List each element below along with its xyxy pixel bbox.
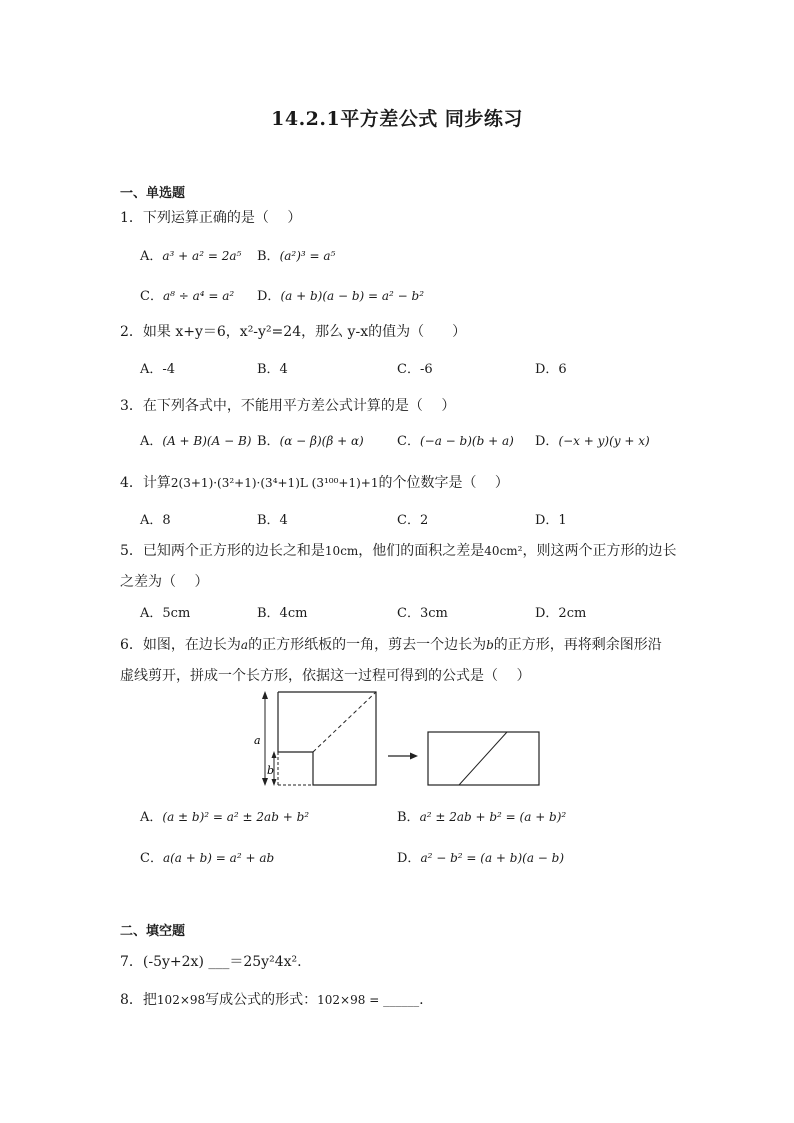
section-heading-fill-blank: 二、填空题 <box>120 924 186 939</box>
question-4-option-d: D．1 <box>535 513 567 528</box>
stem-text: 的个位数字是（ ） <box>378 475 509 491</box>
question-6-option-c <box>140 847 274 866</box>
question-2-option-b: B．4 <box>257 362 288 377</box>
question-2-stem: 2．如果 x+y＝6，x²-y²=24，那么 y-x的值为（ ） <box>120 324 467 340</box>
option-label: A． <box>140 249 163 264</box>
question-6-stem-line-1 <box>120 634 662 654</box>
question-6-option-b <box>397 806 566 825</box>
option-expression: a(a + b) = a² + ab <box>162 851 275 865</box>
option-label: D． <box>397 851 421 866</box>
question-2-option-a: A．-4 <box>140 362 176 377</box>
question-2-option-d: D．6 <box>535 362 567 377</box>
stem-text: ，则这两个正方形的边长 <box>522 543 677 559</box>
stem-variable: a <box>240 638 249 652</box>
dimension-b-label: b <box>267 764 275 777</box>
question-3-option-b <box>257 430 364 449</box>
option-expression: a⁸ ÷ a⁴ = a² <box>162 289 235 303</box>
result-diagonal-line <box>459 732 507 785</box>
question-1-option-b <box>257 245 335 264</box>
arrow-down-icon <box>272 779 277 786</box>
question-8 <box>120 989 424 1009</box>
question-1-option-c <box>140 285 234 304</box>
question-2-option-c: C．-6 <box>397 362 433 377</box>
stem-value: 10cm <box>324 544 359 558</box>
question-7: 7．(-5y+2x) ___＝25y²4x². <box>120 954 302 970</box>
option-expression: (a²)³ = a⁵ <box>279 249 336 263</box>
option-expression: (α − β)(β + α) <box>279 434 364 448</box>
question-4-option-c: C．2 <box>397 513 429 528</box>
option-label: B． <box>397 810 420 825</box>
question-3-option-c <box>397 430 514 449</box>
question-5-option-a: A．5cm <box>140 606 191 621</box>
stem-value: 40cm² <box>484 544 523 558</box>
question-5-option-c: C．3cm <box>397 606 448 621</box>
stem-variable: b <box>486 638 494 652</box>
option-expression: (A + B)(A − B) <box>162 434 252 448</box>
page-title: 14.2.1平方差公式 同步练习 <box>271 108 523 130</box>
question-3-option-a <box>140 430 251 449</box>
question-6-figure <box>248 688 548 792</box>
option-label: A． <box>140 434 163 449</box>
option-label: C． <box>140 289 163 304</box>
option-expression: a³ + a² = 2a⁵ <box>162 249 242 263</box>
option-label: D． <box>535 434 559 449</box>
option-expression: a² ± 2ab + b² = (a + b)² <box>419 810 567 824</box>
section-heading-single-choice: 一、单选题 <box>120 186 186 201</box>
arrow-down-icon <box>262 778 268 786</box>
option-label: B． <box>257 249 280 264</box>
stem-expression: 2(3+1)·(3²+1)·(3⁴+1)L (3¹⁰⁰+1)+1 <box>170 476 379 490</box>
stem-text: 写成公式的形式： <box>205 992 318 1008</box>
stem-text: 的正方形，再将剩余图形沿 <box>493 637 662 653</box>
question-4-option-b: B．4 <box>257 513 288 528</box>
question-4-stem <box>120 472 509 492</box>
stem-text: ，他们的面积之差是 <box>358 543 485 559</box>
stem-text: . <box>419 992 424 1008</box>
option-label: B． <box>257 434 280 449</box>
question-1-option-d <box>257 285 424 304</box>
question-6-option-a <box>140 806 309 825</box>
option-expression: a² − b² = (a + b)(a − b) <box>420 851 565 865</box>
stem-text: 5．已知两个正方形的边长之和是 <box>120 543 325 559</box>
stem-text: 6．如图，在边长为 <box>120 637 241 653</box>
question-3-stem: 3．在下列各式中，不能用平方差公式计算的是（ ） <box>120 398 456 414</box>
question-4-option-a: A．8 <box>140 513 171 528</box>
stem-text: 4．计算 <box>120 475 171 491</box>
question-5-option-d: D．2cm <box>535 606 587 621</box>
question-5-stem-line-1 <box>120 540 676 560</box>
diagonal-dashed-line <box>313 692 376 752</box>
question-6-option-d <box>397 847 564 866</box>
dimension-a-label: a <box>254 734 261 747</box>
stem-text: 的正方形纸板的一角，剪去一个边长为 <box>248 637 487 653</box>
question-3-option-d <box>535 430 650 449</box>
arrow-up-icon <box>262 691 268 699</box>
stem-text: 8．把 <box>120 992 157 1008</box>
question-5-option-b: B．4cm <box>257 606 308 621</box>
option-expression: (−a − b)(b + a) <box>419 434 514 448</box>
arrow-right-icon <box>410 753 418 760</box>
question-6-stem-line-2: 虚线剪开，拼成一个长方形，依据这一过程可得到的公式是（ ） <box>120 668 531 684</box>
option-expression: (−x + y)(y + x) <box>558 434 650 448</box>
option-expression: (a ± b)² = a² ± 2ab + b² <box>162 810 310 824</box>
option-label: C． <box>140 851 163 866</box>
option-label: A． <box>140 810 163 825</box>
answer-blank-expression: 102×98 = ______ <box>317 993 420 1007</box>
option-label: C． <box>397 434 420 449</box>
question-1-stem: 1．下列运算正确的是（ ） <box>120 210 302 226</box>
question-5-stem-line-2: 之差为（ ） <box>120 574 209 590</box>
option-expression: (a + b)(a − b) = a² − b² <box>280 289 425 303</box>
option-label: D． <box>257 289 281 304</box>
question-1-option-a <box>140 245 241 264</box>
arrow-up-icon <box>272 751 277 758</box>
stem-expression: 102×98 <box>156 993 206 1007</box>
